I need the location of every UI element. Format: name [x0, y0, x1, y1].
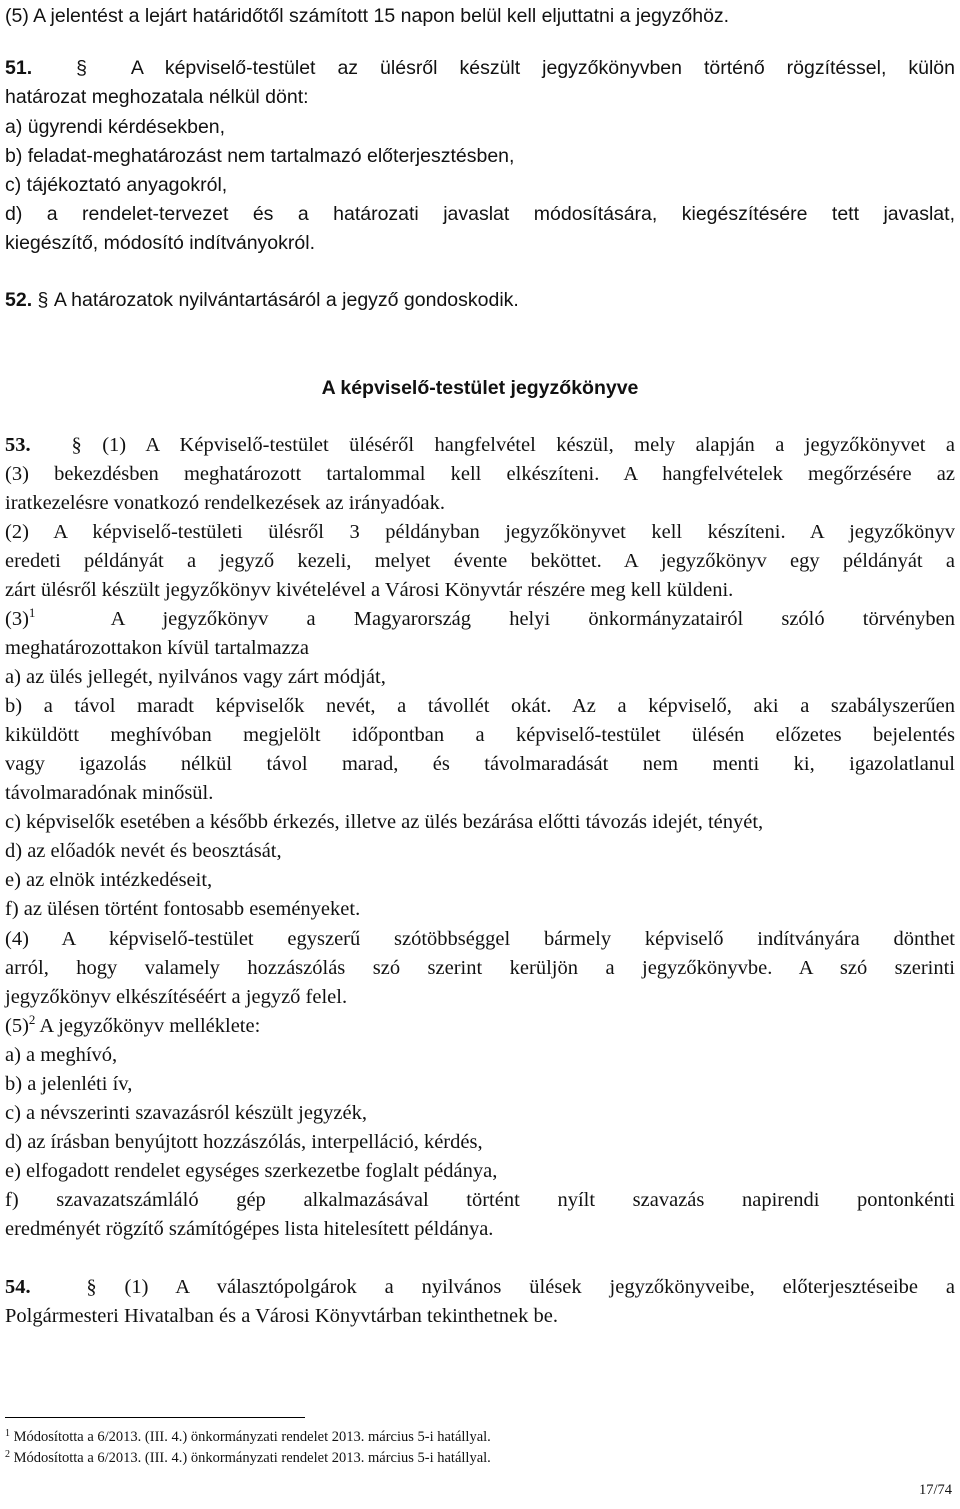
paragraph-line: [5, 607, 955, 631]
list-item: kiegészítő, módosító indítványokról.: [5, 232, 315, 254]
paragraph-line: [5, 520, 955, 544]
paragraph-label: (5): [5, 1015, 29, 1037]
list-item: f) az ülésen történt fontosabb eseményeket.: [5, 898, 361, 920]
list-item-text: d) a rendelet-tervezet és a határozati javaslat módosítására, kiegészítésére tett javaslat,: [5, 203, 955, 225]
section-heading: A képviselő-testület jegyzőkönyve: [321, 377, 639, 399]
section-sign: §: [86, 1276, 97, 1298]
paragraph-line: [5, 956, 955, 980]
list-item: [5, 202, 955, 226]
paragraph-text: A képviselő-testület az ülésről készült jegyzőkönyvben történő rögzítéssel, külön: [130, 57, 955, 79]
paragraph-text: (2) A képviselő-testületi ülésről 3 példányban jegyzőkönyvet kell készíteni. A jegyzőkönyv: [5, 521, 955, 543]
section-number: 54.: [5, 1276, 31, 1298]
paragraph-text: (1) A Képviselő-testület üléséről hangfelvétel készül, mely alapján a jegyzőkönyvet a: [102, 434, 956, 456]
paragraph-label: (3): [5, 608, 29, 630]
list-item: a) a meghívó,: [5, 1044, 118, 1066]
list-item: c) képviselők esetében a később érkezés, illetve az ülés bezárása előtti távozás idejét, tényét,: [5, 811, 764, 833]
list-item: c) a névszerinti szavazásról készült jegyzék,: [5, 1102, 367, 1124]
paragraph-line: zárt ülésről készült jegyzőkönyv kivételével a Városi Könyvtár részére meg kell küldeni.: [5, 579, 734, 601]
list-item: b) a jelenléti ív,: [5, 1073, 133, 1095]
list-item: c) tájékoztató anyagokról,: [5, 174, 228, 196]
paragraph-line: eredményét rögzítő számítógépes lista hitelesített példánya.: [5, 1218, 494, 1240]
paragraph-line: [5, 927, 955, 951]
paragraph-line: Polgármesteri Hivatalban és a Városi Könyvtárban tekinthetnek be.: [5, 1305, 558, 1327]
footnote-text: Módosította a 6/2013. (III. 4.) önkormányzati rendelet 2013. március 5-i hatállyal.: [13, 1450, 491, 1466]
page-number: 17/74: [918, 1482, 952, 1498]
paragraph-text: (3) bekezdésben meghatározott tartalommal kell elkészíteni. A hangfelvételek megőrzésére az: [5, 463, 955, 485]
paragraph-text: (1) A választópolgárok a nyilvános ülések jegyzőkönyveibe, előterjesztéseibe a: [124, 1276, 956, 1298]
list-item: a) ügyrendi kérdésekben,: [5, 116, 226, 138]
paragraph-text: A jegyzőkönyv melléklete:: [35, 1015, 261, 1037]
footnote-divider: [5, 1417, 305, 1418]
footnote: [5, 1449, 491, 1467]
paragraph-line: iratkezelésre vonatkozó rendelkezések az irányadóak.: [5, 492, 445, 514]
section-52-line: [5, 288, 955, 312]
paragraph-text: A jegyzőkönyv a Magyarország helyi önkormányzatairól szóló törvényben: [110, 608, 955, 630]
section-53-line: [5, 433, 955, 457]
list-item: d) az előadók nevét és beosztását,: [5, 840, 282, 862]
paragraph-text: kiküldött meghívóban megjelölt időpontban a képviselő-testület ülésén előzetes bejelentés: [5, 724, 955, 746]
paragraph-text: vagy igazolás nélkül távol marad, és távolmaradását nem menti ki, igazolatlanul: [5, 753, 955, 775]
paragraph-text: A határozatok nyilvántartásáról a jegyző gondoskodik.: [53, 289, 519, 311]
paragraph-text: eredeti példányát a jegyző kezeli, melyet évente beköttet. A jegyzőkönyv egy példányát a: [5, 550, 955, 572]
list-item: a) az ülés jellegét, nyilvános vagy zárt módját,: [5, 666, 386, 688]
footnote-number: 2: [5, 1449, 10, 1460]
section-sign: §: [71, 434, 82, 456]
list-item: [5, 694, 955, 718]
footnote-text: Módosította a 6/2013. (III. 4.) önkormányzati rendelet 2013. március 5-i hatállyal.: [13, 1429, 491, 1445]
section-51-line: [5, 56, 955, 80]
footnote-ref: 2: [28, 1012, 36, 1027]
paragraph-line: [5, 549, 955, 573]
section-number: 53.: [5, 434, 31, 456]
section-number: 51.: [5, 57, 33, 79]
list-item-text: f) szavazatszámláló gép alkalmazásával történt nyílt szavazás napirendi pontonkénti: [5, 1189, 955, 1211]
list-item: e) az elnök intézkedéseit,: [5, 869, 213, 891]
paragraph-line: [5, 462, 955, 486]
paragraph-line: jegyzőkönyv elkészítéséért a jegyző felel.: [5, 986, 348, 1008]
list-item: e) elfogadott rendelet egységes szerkezetbe foglalt pédánya,: [5, 1160, 498, 1182]
footnote: [5, 1428, 491, 1446]
section-sign: §: [76, 57, 87, 79]
paragraph-line: határozat meghozatala nélkül dönt:: [5, 86, 309, 108]
section-sign: §: [37, 289, 49, 311]
section-54-line: [5, 1275, 955, 1299]
paragraph-line: [5, 752, 955, 776]
paragraph-line: (5) A jelentést a lejárt határidőtől számított 15 napon belül kell eljuttatni a jegyzőhöz.: [5, 5, 730, 27]
list-item: b) feladat-meghatározást nem tartalmazó előterjesztésben,: [5, 145, 515, 167]
paragraph-text: (4) A képviselő-testület egyszerű szótöbbséggel bármely képviselő indítványára dönthet: [5, 928, 955, 950]
footnote-ref: 1: [28, 605, 36, 620]
paragraph-line: távolmaradónak minősül.: [5, 782, 214, 804]
list-item: d) az írásban benyújtott hozzászólás, interpelláció, kérdés,: [5, 1131, 483, 1153]
paragraph-text: arról, hogy valamely hozzászólás szó szerint kerüljön a jegyzőkönyvbe. A szó szerinti: [5, 957, 955, 979]
list-item-text: b) a távol maradt képviselők nevét, a távollét okát. Az a képviselő, aki a szabályszerűen: [5, 695, 955, 717]
section-number: 52.: [5, 289, 33, 311]
paragraph-line: meghatározottakon kívül tartalmazza: [5, 637, 309, 659]
footnote-number: 1: [5, 1428, 10, 1439]
paragraph-line: [5, 1014, 955, 1038]
paragraph-line: [5, 723, 955, 747]
list-item: [5, 1188, 955, 1212]
